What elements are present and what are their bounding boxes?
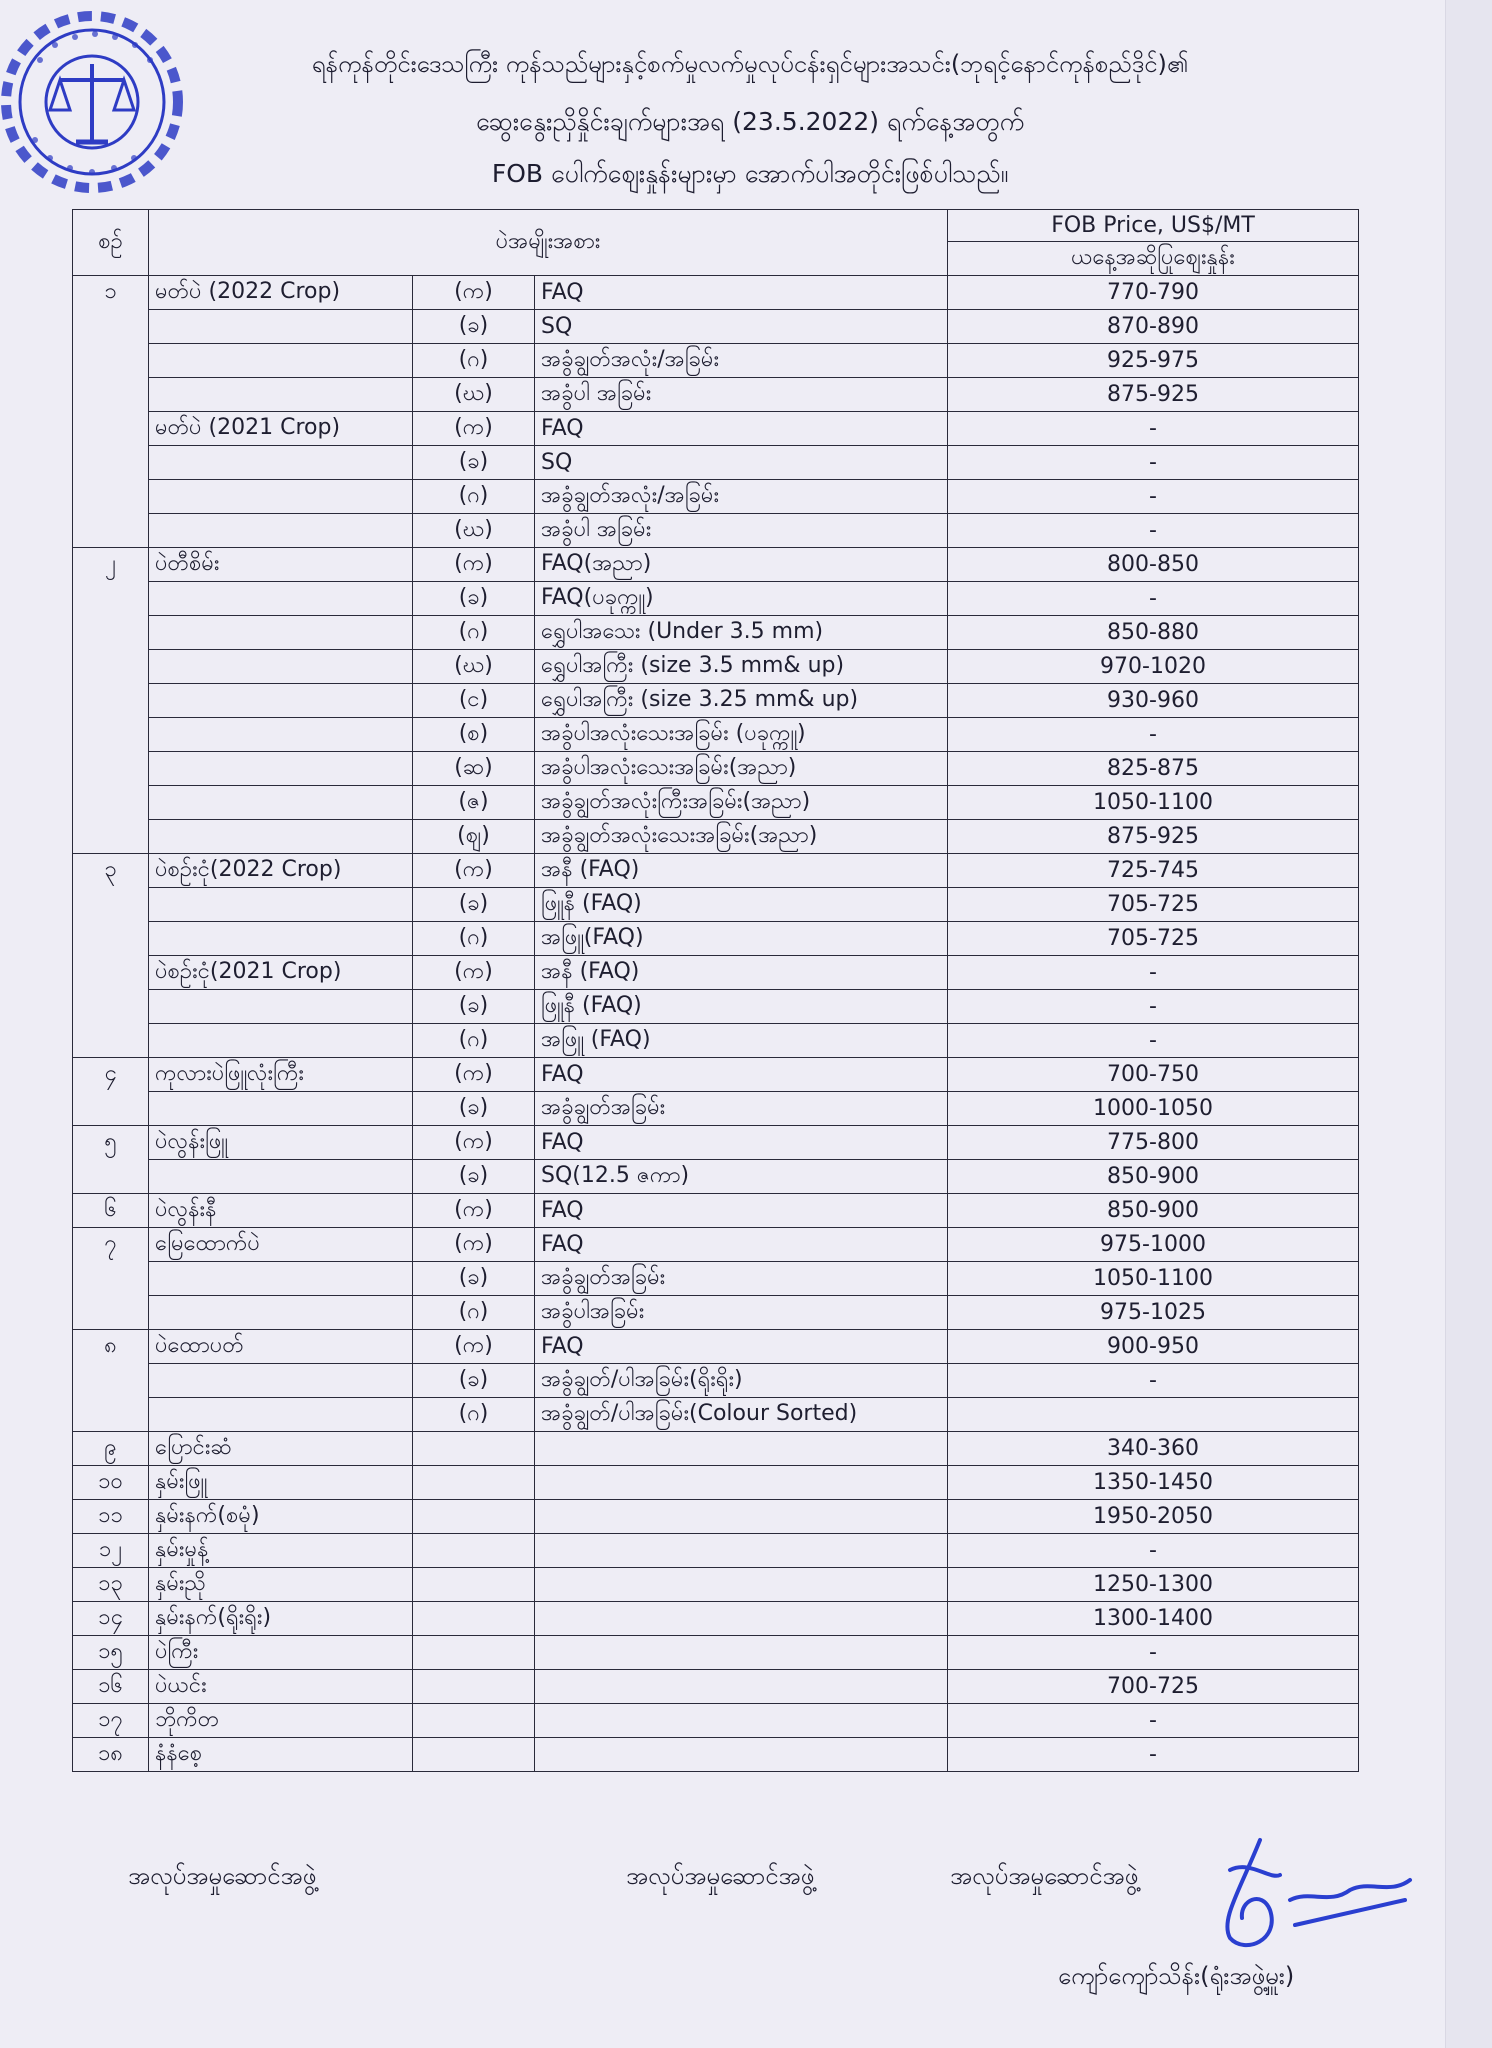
row-number: ၁၆ [73, 1670, 149, 1704]
table-row [73, 922, 1359, 956]
row-grade: အခွံချွတ်အလုံး/အခြမ်း [535, 480, 948, 514]
row-subgrade [413, 1670, 535, 1704]
row-price: - [948, 1704, 1359, 1738]
row-number [73, 514, 149, 548]
table-row [73, 650, 1359, 684]
row-price: - [948, 412, 1359, 446]
table-row [73, 1194, 1359, 1228]
row-number [73, 582, 149, 616]
row-subgrade: (ခ) [413, 1160, 535, 1194]
row-subgrade: (ဃ) [413, 650, 535, 684]
row-subgrade: (ခ) [413, 1364, 535, 1398]
committee-label-3: အလုပ်အမှုဆောင်အဖွဲ့ [950, 1862, 1139, 1890]
row-number: ၁၂ [73, 1534, 149, 1568]
table-row [73, 1398, 1359, 1432]
row-grade: FAQ [535, 412, 948, 446]
row-subgrade [413, 1432, 535, 1466]
row-number [73, 1160, 149, 1194]
row-item [149, 344, 413, 378]
row-item [149, 888, 413, 922]
table-row [73, 412, 1359, 446]
row-grade [535, 1602, 948, 1636]
row-number [73, 378, 149, 412]
row-price: 1350-1450 [948, 1466, 1359, 1500]
row-number [73, 718, 149, 752]
row-grade: အခွံချွတ်အခြမ်း [535, 1092, 948, 1126]
table-row [73, 310, 1359, 344]
row-price [948, 1398, 1359, 1432]
row-price: 875-925 [948, 378, 1359, 412]
row-price: - [948, 990, 1359, 1024]
column-header-price-bottom: ယနေ့အဆိုပြုဈေးနှုန်း [948, 242, 1359, 276]
row-item [149, 1024, 413, 1058]
row-number [73, 616, 149, 650]
table-row [73, 752, 1359, 786]
row-number [73, 786, 149, 820]
table-row [73, 1364, 1359, 1398]
row-price: - [948, 1738, 1359, 1772]
row-number: ၁၃ [73, 1568, 149, 1602]
row-price: 825-875 [948, 752, 1359, 786]
row-item [149, 684, 413, 718]
row-price: 700-725 [948, 1670, 1359, 1704]
row-price: - [948, 1024, 1359, 1058]
row-number: ၇ [73, 1228, 149, 1262]
row-subgrade: (က) [413, 1194, 535, 1228]
row-price: 900-950 [948, 1330, 1359, 1364]
row-subgrade: (ဈ) [413, 820, 535, 854]
row-item [149, 310, 413, 344]
table-row [73, 480, 1359, 514]
row-subgrade: (ခ) [413, 888, 535, 922]
row-item: မြေထောက်ပဲ [149, 1228, 413, 1262]
row-grade: အခွံချွတ်အလုံး/အခြမ်း [535, 344, 948, 378]
table-row [73, 854, 1359, 888]
row-number: ၂ [73, 548, 149, 582]
row-item: ဘိုကိတ [149, 1704, 413, 1738]
row-subgrade: (ဃ) [413, 378, 535, 412]
committee-label-1: အလုပ်အမှုဆောင်အဖွဲ့ [128, 1862, 317, 1890]
row-grade: FAQ(ပခုက္ကူ) [535, 582, 948, 616]
row-subgrade: (က) [413, 548, 535, 582]
row-item [149, 1262, 413, 1296]
row-subgrade [413, 1636, 535, 1670]
table-row [73, 1228, 1359, 1262]
table-row [73, 1534, 1359, 1568]
table-row [73, 1092, 1359, 1126]
row-price: - [948, 446, 1359, 480]
signer-name: ကျော်ကျော်သိန်း(ရုံးအဖွဲ့မှူး) [1058, 1962, 1295, 1990]
row-number [73, 310, 149, 344]
row-grade: အခွံချွတ်အခြမ်း [535, 1262, 948, 1296]
row-number: ၁၅ [73, 1636, 149, 1670]
row-subgrade: (ခ) [413, 310, 535, 344]
row-subgrade: (က) [413, 1126, 535, 1160]
row-grade [535, 1636, 948, 1670]
table-row [73, 446, 1359, 480]
row-price: 870-890 [948, 310, 1359, 344]
row-grade: SQ [535, 310, 948, 344]
table-row [73, 1602, 1359, 1636]
row-item: ပဲယင်း [149, 1670, 413, 1704]
row-subgrade: (က) [413, 854, 535, 888]
row-grade: ဖြူနီ (FAQ) [535, 990, 948, 1024]
row-price: 725-745 [948, 854, 1359, 888]
table-row [73, 378, 1359, 412]
row-grade: ရွှေပါအကြီး (size 3.5 mm& up) [535, 650, 948, 684]
row-grade [535, 1500, 948, 1534]
price-table [72, 209, 1359, 1772]
row-subgrade [413, 1466, 535, 1500]
row-item [149, 480, 413, 514]
row-subgrade: (ဂ) [413, 480, 535, 514]
row-subgrade: (ဂ) [413, 344, 535, 378]
row-grade [535, 1738, 948, 1772]
row-number [73, 1024, 149, 1058]
row-price: 925-975 [948, 344, 1359, 378]
row-number: ၄ [73, 1058, 149, 1092]
table-row [73, 344, 1359, 378]
row-number [73, 1262, 149, 1296]
row-subgrade: (ဃ) [413, 514, 535, 548]
row-subgrade: (ဂ) [413, 922, 535, 956]
row-item: နှမ်းနက်(စမုံ) [149, 1500, 413, 1534]
row-number [73, 344, 149, 378]
row-item: ပဲစဉ်းငုံ(2022 Crop) [149, 854, 413, 888]
row-subgrade: (က) [413, 1228, 535, 1262]
row-price: 975-1000 [948, 1228, 1359, 1262]
row-grade: အနီ (FAQ) [535, 956, 948, 990]
table-row [73, 1262, 1359, 1296]
table-row [73, 276, 1359, 310]
table-header-row [73, 210, 1359, 242]
row-subgrade [413, 1534, 535, 1568]
row-price: 850-900 [948, 1160, 1359, 1194]
row-grade: ရွှေပါအသေး (Under 3.5 mm) [535, 616, 948, 650]
row-item: ပဲကြီး [149, 1636, 413, 1670]
row-grade: အခွံချွတ်အလုံးသေးအခြမ်း(အညာ) [535, 820, 948, 854]
row-item [149, 1398, 413, 1432]
row-subgrade: (င) [413, 684, 535, 718]
row-item [149, 1296, 413, 1330]
row-grade: အခွံပါအလုံးသေးအခြမ်း (ပခုက္ကူ) [535, 718, 948, 752]
row-number [73, 1364, 149, 1398]
row-number [73, 922, 149, 956]
column-header-no: စဉ် [73, 210, 149, 276]
table-row [73, 718, 1359, 752]
row-item: နှမ်းဖြူ [149, 1466, 413, 1500]
table-row [73, 956, 1359, 990]
row-grade [535, 1670, 948, 1704]
row-subgrade: (က) [413, 412, 535, 446]
row-price: 705-725 [948, 922, 1359, 956]
row-grade [535, 1704, 948, 1738]
row-subgrade: (ဇ) [413, 786, 535, 820]
row-grade: FAQ [535, 1330, 948, 1364]
committee-label-2: အလုပ်အမှုဆောင်အဖွဲ့ [626, 1862, 815, 1890]
row-price: 1050-1100 [948, 1262, 1359, 1296]
row-number: ၁ [73, 276, 149, 310]
table-row [73, 1704, 1359, 1738]
row-price: 1950-2050 [948, 1500, 1359, 1534]
row-grade: FAQ [535, 276, 948, 310]
table-row [73, 1738, 1359, 1772]
row-price: - [948, 718, 1359, 752]
row-number: ၁၇ [73, 1704, 149, 1738]
row-subgrade: (ဂ) [413, 1398, 535, 1432]
row-subgrade: (ဂ) [413, 616, 535, 650]
column-header-price-top: FOB Price, US$/MT [948, 210, 1359, 242]
row-subgrade: (က) [413, 1330, 535, 1364]
table-row [73, 820, 1359, 854]
row-number [73, 888, 149, 922]
row-price: 775-800 [948, 1126, 1359, 1160]
row-item: ကုလားပဲဖြူလုံးကြီး [149, 1058, 413, 1092]
row-grade: FAQ [535, 1058, 948, 1092]
row-number [73, 412, 149, 446]
row-number: ၁၁ [73, 1500, 149, 1534]
column-header-item: ပဲအမျိုးအစား [149, 210, 948, 276]
row-number [73, 956, 149, 990]
row-item: မတ်ပဲ (2021 Crop) [149, 412, 413, 446]
row-price: 700-750 [948, 1058, 1359, 1092]
table-row [73, 1296, 1359, 1330]
row-subgrade: (ခ) [413, 582, 535, 616]
row-item [149, 616, 413, 650]
row-grade [535, 1534, 948, 1568]
row-item [149, 786, 413, 820]
row-item [149, 1160, 413, 1194]
row-grade: FAQ(အညာ) [535, 548, 948, 582]
table-row [73, 514, 1359, 548]
row-number: ၁၈ [73, 1738, 149, 1772]
row-grade: အခွံချွတ်/ပါအခြမ်း(Colour Sorted) [535, 1398, 948, 1432]
table-row [73, 786, 1359, 820]
row-number: ၁၀ [73, 1466, 149, 1500]
row-number [73, 650, 149, 684]
row-price: 800-850 [948, 548, 1359, 582]
table-row [73, 1670, 1359, 1704]
row-subgrade: (က) [413, 1058, 535, 1092]
row-subgrade: (စ) [413, 718, 535, 752]
row-subgrade: (ခ) [413, 446, 535, 480]
row-item [149, 820, 413, 854]
header-note: FOB ပေါက်ဈေးနှုန်းများမှာ အောက်ပါအတိုင်းဖြစ်ပါသည်။ [491, 159, 1009, 188]
row-grade: FAQ [535, 1194, 948, 1228]
row-price: - [948, 1636, 1359, 1670]
header-subtitle: ဆွေးနွေးညှိနှိုင်းချက်များအရ (23.5.2022) ရက်နေ့အတွက် [475, 107, 1025, 136]
row-number: ၃ [73, 854, 149, 888]
row-item: နှမ်းမှုန့် [149, 1534, 413, 1568]
row-item: ပြောင်းဆံ [149, 1432, 413, 1466]
row-item [149, 514, 413, 548]
table-row [73, 1024, 1359, 1058]
row-price: 850-880 [948, 616, 1359, 650]
row-item: ပဲတီစိမ်း [149, 548, 413, 582]
row-subgrade [413, 1568, 535, 1602]
row-item: ပဲလွန်းနီ [149, 1194, 413, 1228]
table-row [73, 1126, 1359, 1160]
row-number: ၉ [73, 1432, 149, 1466]
row-number [73, 820, 149, 854]
row-number [73, 1092, 149, 1126]
table-row [73, 616, 1359, 650]
row-subgrade: (ဆ) [413, 752, 535, 786]
row-price: 930-960 [948, 684, 1359, 718]
row-subgrade [413, 1602, 535, 1636]
row-price: 770-790 [948, 276, 1359, 310]
paper-edge [1445, 0, 1492, 2048]
row-grade: အနီ (FAQ) [535, 854, 948, 888]
row-item [149, 990, 413, 1024]
row-item: ပဲထောပတ် [149, 1330, 413, 1364]
row-number [73, 446, 149, 480]
row-item [149, 1364, 413, 1398]
row-price: 1050-1100 [948, 786, 1359, 820]
row-number: ၁၄ [73, 1602, 149, 1636]
row-item: ပဲလွန်းဖြူ [149, 1126, 413, 1160]
row-subgrade: (က) [413, 956, 535, 990]
row-price: - [948, 1534, 1359, 1568]
table-row [73, 1500, 1359, 1534]
row-price: - [948, 514, 1359, 548]
row-grade: အခွံချွတ်အလုံးကြီးအခြမ်း(အညာ) [535, 786, 948, 820]
row-price: 1000-1050 [948, 1092, 1359, 1126]
row-grade: SQ(12.5 ဇကာ) [535, 1160, 948, 1194]
row-subgrade: (ခ) [413, 1262, 535, 1296]
row-price: - [948, 480, 1359, 514]
row-item [149, 922, 413, 956]
row-item: မတ်ပဲ (2022 Crop) [149, 276, 413, 310]
row-grade: အခွံပါအလုံးသေးအခြမ်း(အညာ) [535, 752, 948, 786]
row-grade: SQ [535, 446, 948, 480]
row-subgrade [413, 1500, 535, 1534]
row-subgrade: (ခ) [413, 1092, 535, 1126]
row-price: 850-900 [948, 1194, 1359, 1228]
row-item [149, 446, 413, 480]
row-item: ပဲစဉ်းငုံ(2021 Crop) [149, 956, 413, 990]
row-item [149, 752, 413, 786]
row-number [73, 684, 149, 718]
row-grade: အခွံပါ အခြမ်း [535, 378, 948, 412]
row-number [73, 1296, 149, 1330]
row-price: 875-925 [948, 820, 1359, 854]
row-grade [535, 1568, 948, 1602]
row-grade: အခွံပါ အခြမ်း [535, 514, 948, 548]
row-grade: FAQ [535, 1228, 948, 1262]
row-number [73, 480, 149, 514]
row-item [149, 1092, 413, 1126]
row-grade: အဖြူ(FAQ) [535, 922, 948, 956]
row-price: 1300-1400 [948, 1602, 1359, 1636]
row-subgrade: (ဂ) [413, 1024, 535, 1058]
row-number: ၅ [73, 1126, 149, 1160]
table-row [73, 548, 1359, 582]
row-price: - [948, 1364, 1359, 1398]
row-item [149, 650, 413, 684]
row-subgrade [413, 1704, 535, 1738]
row-number [73, 1398, 149, 1432]
table-row [73, 1058, 1359, 1092]
row-grade: ရွှေပါအကြီး (size 3.25 mm& up) [535, 684, 948, 718]
table-row [73, 1568, 1359, 1602]
row-item [149, 378, 413, 412]
row-price: 340-360 [948, 1432, 1359, 1466]
row-grade: ဖြူနီ (FAQ) [535, 888, 948, 922]
row-subgrade: (က) [413, 276, 535, 310]
header-title: ရန်ကုန်တိုင်းဒေသကြီး ကုန်သည်များနှင့်စက်မှုလက်မှုလုပ်ငန်းရှင်များအသင်း(ဘုရင့်နောင်ကုန်စည်ဒိုင်)၏ [311, 50, 1189, 78]
table-row [73, 888, 1359, 922]
table-row [73, 1636, 1359, 1670]
handwritten-signature-icon [1200, 1830, 1420, 1960]
row-grade: အခွံပါအခြမ်း [535, 1296, 948, 1330]
table-body [73, 276, 1359, 1772]
table-row [73, 1466, 1359, 1500]
row-price: 970-1020 [948, 650, 1359, 684]
row-number: ၈ [73, 1330, 149, 1364]
table-row [73, 1160, 1359, 1194]
row-price: - [948, 956, 1359, 990]
row-price: 1250-1300 [948, 1568, 1359, 1602]
row-item: နှမ်းညို [149, 1568, 413, 1602]
row-grade [535, 1432, 948, 1466]
table-row [73, 1330, 1359, 1364]
row-number [73, 990, 149, 1024]
table-row [73, 582, 1359, 616]
row-item: နှမ်းနက်(ရိုးရိုး) [149, 1602, 413, 1636]
row-grade [535, 1466, 948, 1500]
row-grade: အဖြူ (FAQ) [535, 1024, 948, 1058]
row-grade: FAQ [535, 1126, 948, 1160]
row-number [73, 752, 149, 786]
row-number: ၆ [73, 1194, 149, 1228]
row-subgrade: (ဂ) [413, 1296, 535, 1330]
table-row [73, 1432, 1359, 1466]
row-subgrade [413, 1738, 535, 1772]
table-row [73, 684, 1359, 718]
row-price: 705-725 [948, 888, 1359, 922]
row-item [149, 582, 413, 616]
table-row [73, 990, 1359, 1024]
row-item [149, 718, 413, 752]
row-subgrade: (ခ) [413, 990, 535, 1024]
row-price: - [948, 582, 1359, 616]
row-price: 975-1025 [948, 1296, 1359, 1330]
row-grade: အခွံချွတ်/ပါအခြမ်း(ရိုးရိုး) [535, 1364, 948, 1398]
row-item: နံနံစေ့ [149, 1738, 413, 1772]
